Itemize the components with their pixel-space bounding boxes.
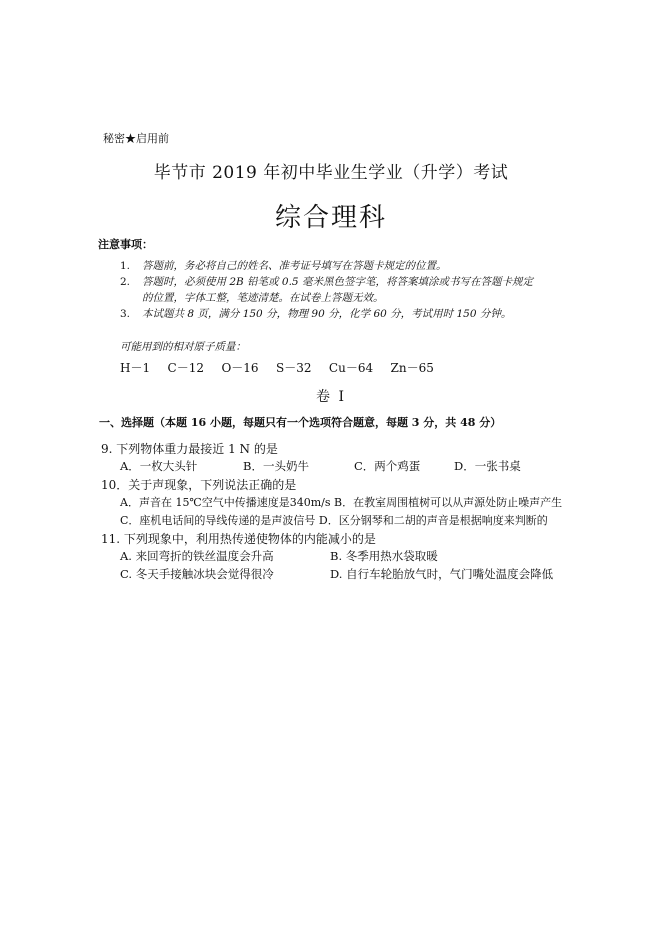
notice-item-text: 本试题共 8 页，满分 150 分，物理 90 分，化学 60 分，考试用时 150 分钟。: [142, 308, 512, 320]
secret-label: 秘密★启用前: [103, 132, 169, 145]
question-11-option-b: B. 冬季用热水袋取暖: [330, 549, 438, 563]
question-11-option-a: A. 来回弯折的铁丝温度会升高: [120, 549, 274, 563]
atomic-mass-values: H－1 C－12 O－16 S－32 Cu－64 Zn－65: [120, 361, 434, 375]
notice-item-text: 答题时，必须使用 2B 铅笔或 0.5 毫米黑色签字笔，将答案填涂或书写在答题卡规定: [142, 276, 533, 288]
question-9-option-d: D．一张书桌: [454, 459, 521, 473]
question-10-stem: 10．关于声现象，下列说法正确的是: [101, 478, 297, 492]
volume-label: 卷 Ⅰ: [316, 389, 346, 405]
atomic-mass-heading: 可能用到的相对原子质量：: [120, 341, 246, 353]
notice-item-2: [120, 274, 533, 289]
question-9-option-b: B．一头奶牛: [243, 459, 309, 473]
question-9-stem: 9. 下列物体重力最接近 1 N 的是: [101, 442, 278, 456]
notice-item-number: 3.: [120, 308, 131, 320]
notice-item-2-continued: 的位置，字体工整，笔迹清楚。在试卷上答题无效。: [142, 292, 384, 304]
question-9-option-c: C．两个鸡蛋: [354, 459, 421, 473]
subject-title: 综合理科: [274, 203, 387, 233]
question-10-options-cd: C．座机电话间的导线传递的是声波信号 D．区分钢琴和二胡的声音是根据响度来判断的: [120, 514, 548, 527]
question-11-option-c: C. 冬天手接触冰块会觉得很冷: [120, 567, 274, 581]
exam-title: 毕节市 2019 年初中毕业生学业（升学）考试: [153, 163, 509, 183]
question-9-option-a: A．一枚大头针: [120, 459, 198, 473]
question-10-options-ab: A．声音在 15℃空气中传播速度是340m/s B．在教室周围植树可以从声源处防止噪声产生: [120, 496, 563, 509]
question-11-option-d: D. 自行车轮胎放气时，气门嘴处温度会降低: [330, 567, 554, 581]
notice-item-1: [120, 258, 447, 273]
notice-item-number: 2.: [120, 276, 131, 288]
notice-item-number: 1.: [120, 260, 131, 272]
notice-item-text: 答题前，务必将自己的姓名、准考证号填写在答题卡规定的位置。: [142, 260, 447, 272]
notice-heading: 注意事项：: [98, 238, 153, 251]
question-11-stem: 11. 下列现象中，利用热传递使物体的内能减小的是: [101, 532, 376, 546]
section-title: 一、选择题（本题 16 小题，每题只有一个选项符合题意，每题 3 分，共 48 分）: [99, 416, 502, 429]
notice-item-3: [120, 306, 511, 321]
